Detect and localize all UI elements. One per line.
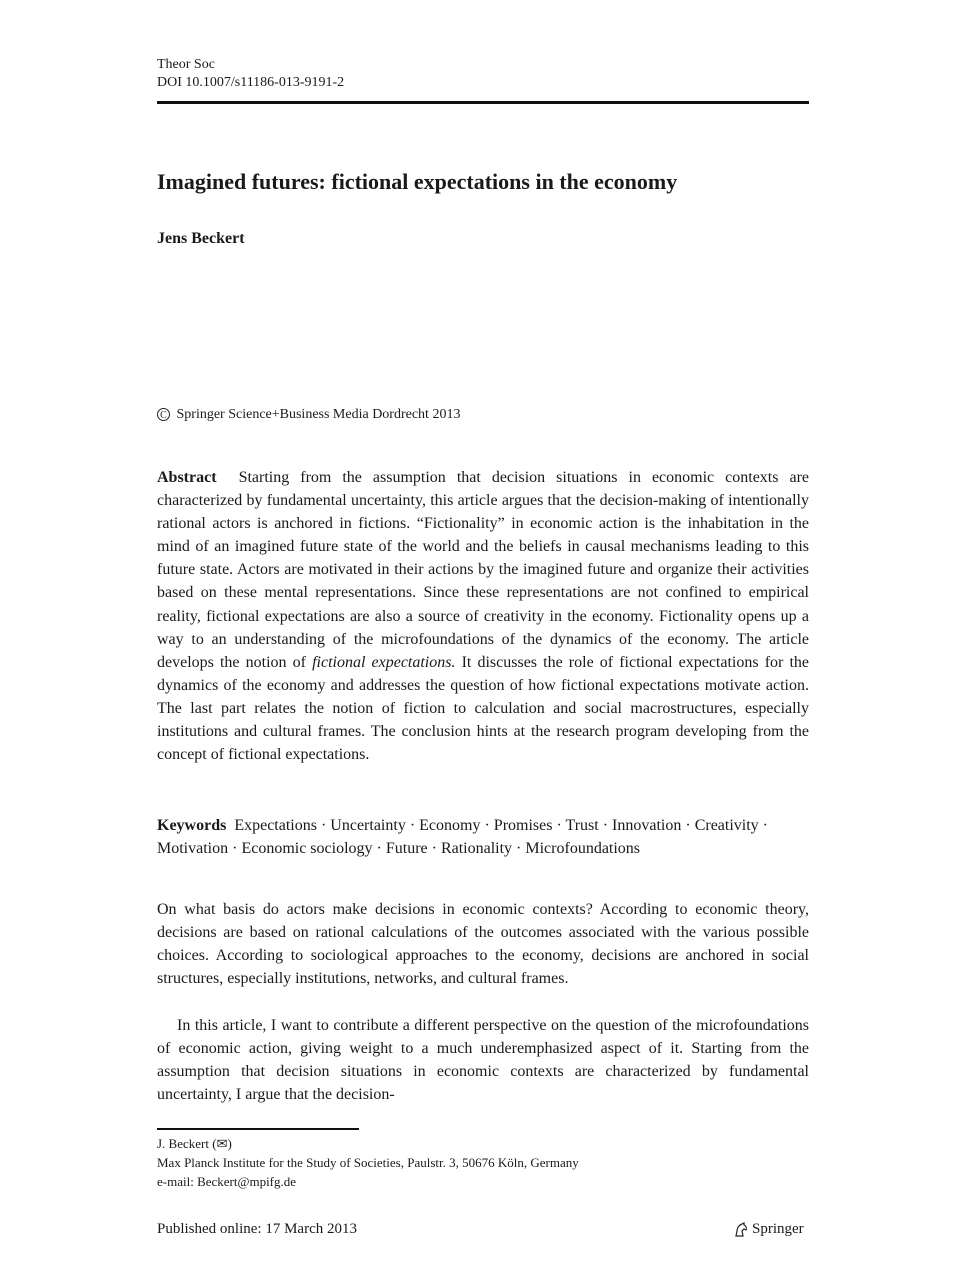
journal-name: Theor Soc [157,57,215,72]
footnote-author [157,1134,579,1153]
keywords-text: Expectations · Uncertainty · Economy · Promises · Trust · Innovation · Creativity · Motivation · Economic sociology · Future · Rationality · Microfoundations [157,817,769,857]
keywords-label: Keywords [157,817,227,834]
copyright-icon: C [157,408,170,421]
springer-logo [733,1221,804,1238]
abstract-text-2: It discusses the role of fictional expectations for the dynamics of the economy and addresses the question of how fictional expectations motivate action. The last part relates the notion of fiction to calculation and social macrostructures, especially institutions and cultural frames. The conclusion hints at the research program developing from the concept of fictional expectations. [157,653,810,764]
footnote-rule [157,1128,359,1130]
copyright-text: Springer Science+Business Media Dordrecht 2013 [176,407,461,422]
doi[interactable]: DOI 10.1007/s11186-013-9191-2 [157,75,345,90]
body-paragraph-2: In this article, I want to contribute a different perspective on the question of the microfoundations of economic action, giving weight to a much underemphasized aspect of it. Starting from the assumption that decision situations in economic contexts are characterized by fundamental uncertainty, I argue that the decision- [157,1017,809,1104]
footnote [157,1134,579,1191]
journal-header [157,56,344,92]
abstract-text-1: Starting from the assumption that decision situations in economic contexts are characterized by fundamental uncertainty, this article argues that the decision-making of intentionally rational actors is anchored in fictions. “Fictionality” in economic action is the inhabitation in the mind of an imagined future state of the world and the beliefs in causal mechanisms leading to this future state. Actors are motivated in their actions by the imagined future and organize their activities based on these mental representations. Since these representations are not confined to empirical reality, fictional expectations are also a source of creativity in the economy. Fictionality opens up a way to an understanding of the microfoundations of the dynamics of the economy. The article develops the notion of [157,469,810,671]
springer-horse-icon [733,1222,749,1238]
footnote-name: J. Beckert [157,1136,209,1151]
affiliation: Max Planck Institute for the Study of Societies, Paulstr. 3, 50676 Köln, Germany [157,1155,579,1170]
abstract-italic: fictional expectations. [312,653,456,671]
abstract [157,466,809,766]
body-paragraph-1: On what basis do actors make decisions in economic contexts? According to economic theory, decisions are based on rational calculations of the outcomes associated with the various possible choices. According to sociological approaches to the economy, decisions are anchored in social structures, especially institutions, networks, and cultural frames. [157,901,809,988]
published-date: Published online: 17 March 2013 [157,1221,357,1237]
copyright-line [157,407,460,423]
publisher-name: Springer [752,1221,804,1237]
abstract-label: Abstract [157,469,217,486]
mail-icon: (✉) [212,1136,232,1151]
keywords [157,814,809,860]
email[interactable]: e-mail: Beckert@mpifg.de [157,1174,297,1189]
header-rule [157,101,809,104]
article-title: Imagined futures: fictional expectations in the economy [157,169,678,194]
author-name: Jens Beckert [157,230,245,247]
